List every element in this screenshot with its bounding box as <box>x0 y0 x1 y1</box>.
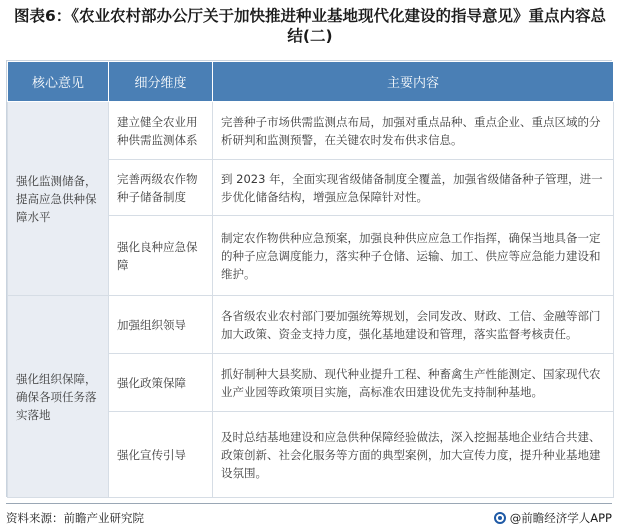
header-sub: 细分维度 <box>109 62 213 102</box>
core-cell: 强化监测储备，提高应急供种保障水平 <box>8 102 109 296</box>
core-cell: 强化组织保障，确保各项任务落实落地 <box>8 296 109 498</box>
sub-cell: 加强组织领导 <box>109 296 213 354</box>
summary-table <box>6 60 612 497</box>
content-cell: 及时总结基地建设和应急供种保障经验做法，深入挖掘基地企业结合共建、政策创新、社会化服务等方面的典型案例，加大宣传力度，提升种业基地建设氛围。 <box>213 412 614 498</box>
brand <box>494 510 612 526</box>
content-cell: 各省级农业农村部门要加强统筹规划，会同发改、财政、工信、金融等部门加大政策、资金支持力度，强化基地建设和管理，落实监督考核责任。 <box>213 296 614 354</box>
content-cell: 制定农作物供种应急预案，加强良种供应应急工作指挥，确保当地具备一定的种子应急调度能力，落实种子仓储、运输、加工、供应等应急能力建设和维护。 <box>213 216 614 296</box>
content-cell: 到 2023 年，全面实现省级储备制度全覆盖，加强省级储备种子管理，进一步优化储备结构，增强应急保障针对性。 <box>213 160 614 216</box>
sub-cell: 完善两级农作物种子储备制度 <box>109 160 213 216</box>
source-note: 资料来源：前瞻产业研究院 <box>6 511 144 525</box>
sub-cell: 建立健全农业用种供需监测体系 <box>109 102 213 160</box>
brand-label: @前瞻经济学人APP <box>509 511 612 525</box>
table-header-row <box>8 62 614 102</box>
header-core: 核心意见 <box>8 62 109 102</box>
content-cell: 完善种子市场供需监测点布局，加强对重点品种、重点企业、重点区域的分析研判和监测预警，在关键农时发布供求信息。 <box>213 102 614 160</box>
sub-cell: 强化良种应急保障 <box>109 216 213 296</box>
sub-cell: 强化宣传引导 <box>109 412 213 498</box>
table-row <box>8 296 614 354</box>
content-cell: 抓好制种大县奖励、现代种业提升工程、种畜禽生产性能测定、国家现代农业产业园等政策项目实施，高标准农田建设优先支持制种基地。 <box>213 354 614 412</box>
table-row <box>8 102 614 160</box>
qianzhan-logo-icon <box>494 512 506 524</box>
footer <box>6 503 612 525</box>
header-content: 主要内容 <box>213 62 614 102</box>
sub-cell: 强化政策保障 <box>109 354 213 412</box>
page-title: 图表6：《农业农村部办公厅关于加快推进种业基地现代化建设的指导意见》重点内容总结(二) <box>13 7 607 45</box>
